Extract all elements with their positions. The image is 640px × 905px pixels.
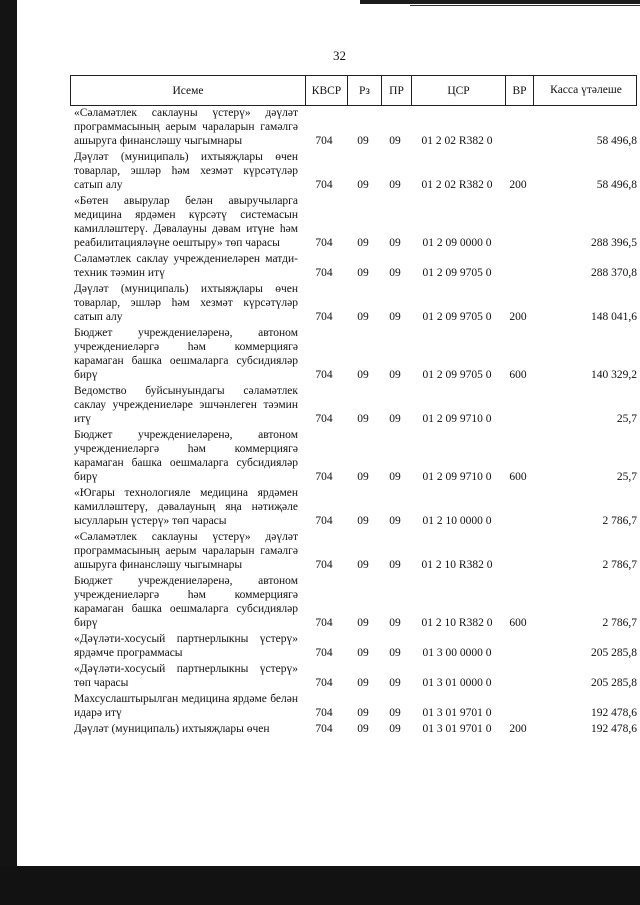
row-rz: 09 bbox=[357, 677, 369, 689]
header-kvsr: КВСР bbox=[305, 76, 347, 105]
row-kassa: 205 285,8 bbox=[591, 677, 637, 689]
row-kassa: 288 396,5 bbox=[591, 237, 637, 249]
row-pr: 09 bbox=[389, 237, 401, 249]
row-kvsr: 704 bbox=[315, 267, 333, 279]
row-kvsr: 704 bbox=[315, 135, 333, 147]
row-name: Бюджет учреждениеләренә, автоном учреждениеләргә һәм коммерциягә карамаган башка оешмаларга субсидияләр бирү bbox=[74, 575, 298, 629]
row-csr: 01 2 09 9710 0 bbox=[422, 413, 492, 425]
row-csr: 01 2 10 0000 0 bbox=[422, 515, 492, 527]
table-row bbox=[70, 106, 637, 148]
table-row bbox=[70, 574, 637, 630]
row-pr: 09 bbox=[389, 369, 401, 381]
row-rz: 09 bbox=[357, 311, 369, 323]
row-rz: 09 bbox=[357, 267, 369, 279]
row-pr: 09 bbox=[389, 723, 401, 735]
row-vr: 600 bbox=[509, 471, 527, 483]
row-pr: 09 bbox=[389, 413, 401, 425]
row-csr: 01 3 00 0000 0 bbox=[422, 647, 492, 659]
row-kvsr: 704 bbox=[315, 647, 333, 659]
row-rz: 09 bbox=[357, 647, 369, 659]
header-kassa: Касса үтәлеше bbox=[533, 76, 638, 105]
table-row bbox=[70, 662, 637, 690]
table-row bbox=[70, 326, 637, 382]
table-row bbox=[70, 282, 637, 324]
row-csr: 01 3 01 9701 0 bbox=[422, 707, 492, 719]
row-name: Бюджет учреждениеләренә, автоном учреждениеләргә һәм коммерциягә карамаган башка оешмаларга субсидияләр бирү bbox=[74, 327, 298, 381]
row-kvsr: 704 bbox=[315, 617, 333, 629]
row-kassa: 58 496,8 bbox=[596, 135, 637, 147]
row-rz: 09 bbox=[357, 471, 369, 483]
row-pr: 09 bbox=[389, 647, 401, 659]
scan-border-bottom bbox=[0, 866, 640, 905]
table-row bbox=[70, 632, 637, 660]
row-name: Бюджет учреждениеләренә, автоном учреждениеләргә һәм коммерциягә карамаган башка оешмаларга субсидияләр бирү bbox=[74, 429, 298, 483]
row-rz: 09 bbox=[357, 237, 369, 249]
table-row bbox=[70, 692, 637, 720]
row-rz: 09 bbox=[357, 707, 369, 719]
header-name: Исеме bbox=[172, 84, 204, 97]
row-kvsr: 704 bbox=[315, 723, 333, 735]
row-kvsr: 704 bbox=[315, 559, 333, 571]
table-body bbox=[70, 106, 637, 736]
row-name: «Бөтен авырулар белән авыручыларга медицина ярдәмен күрсәтү системасын камилләштерү. Дәвалауны дәвам итүне һәм реабилитацияләүне оештыру» төп чарасы bbox=[74, 195, 298, 249]
row-vr: 600 bbox=[509, 369, 527, 381]
row-csr: 01 2 10 R382 0 bbox=[421, 559, 493, 571]
header-vr: ВР bbox=[505, 76, 533, 105]
row-name: «Югары технологияле медицина ярдәмен камилләштерү, дәвалауның яңа нәтиҗәле ысулларын үстерү» төп чарасы bbox=[74, 487, 298, 527]
row-csr: 01 2 09 9705 0 bbox=[422, 369, 492, 381]
row-pr: 09 bbox=[389, 135, 401, 147]
row-kvsr: 704 bbox=[315, 179, 333, 191]
row-name: «Дәүләти-хосусый партнерлыкны үстерү» ярдәмче программасы bbox=[74, 633, 298, 659]
row-kvsr: 704 bbox=[315, 677, 333, 689]
row-name: Дәүләт (муниципаль) ихтыяҗлары өчен товарлар, эшләр һәм хезмәт күрсәтүләр сатып алу bbox=[74, 151, 298, 191]
row-kassa: 140 329,2 bbox=[591, 369, 637, 381]
row-vr: 600 bbox=[509, 617, 527, 629]
row-name: «Дәүләти-хосусый партнерлыкны үстерү» төп чарасы bbox=[74, 663, 298, 689]
row-rz: 09 bbox=[357, 135, 369, 147]
row-kassa: 25,7 bbox=[616, 413, 637, 425]
table-row bbox=[70, 530, 637, 572]
row-pr: 09 bbox=[389, 471, 401, 483]
table-row bbox=[70, 384, 637, 426]
row-pr: 09 bbox=[389, 559, 401, 571]
row-pr: 09 bbox=[389, 311, 401, 323]
scan-border-top-thin bbox=[410, 5, 640, 6]
row-kvsr: 704 bbox=[315, 515, 333, 527]
row-rz: 09 bbox=[357, 515, 369, 527]
row-kvsr: 704 bbox=[315, 311, 333, 323]
row-rz: 09 bbox=[357, 559, 369, 571]
row-kvsr: 704 bbox=[315, 471, 333, 483]
row-kassa: 205 285,8 bbox=[591, 647, 637, 659]
table-row bbox=[70, 252, 637, 280]
row-csr: 01 2 02 R382 0 bbox=[421, 135, 493, 147]
row-rz: 09 bbox=[357, 413, 369, 425]
row-kassa: 2 786,7 bbox=[602, 617, 637, 629]
table-row bbox=[70, 194, 637, 250]
row-rz: 09 bbox=[357, 617, 369, 629]
header-rz: Рз bbox=[347, 76, 381, 105]
row-vr: 200 bbox=[509, 179, 527, 191]
row-name: Сәламәтлек саклау учреждениеләрен матди-техник тәэмин итү bbox=[74, 253, 298, 279]
table-header bbox=[70, 75, 637, 106]
budget-table bbox=[70, 75, 637, 736]
table-row bbox=[70, 486, 637, 528]
row-kassa: 58 496,8 bbox=[596, 179, 637, 191]
row-rz: 09 bbox=[357, 179, 369, 191]
page-number: 32 bbox=[333, 48, 346, 63]
row-kassa: 2 786,7 bbox=[602, 559, 637, 571]
row-kassa: 25,7 bbox=[616, 471, 637, 483]
header-pr: ПР bbox=[381, 76, 411, 105]
row-name: Дәүләт (муниципаль) ихтыяҗлары өчен bbox=[74, 723, 270, 735]
row-kvsr: 704 bbox=[315, 237, 333, 249]
row-kassa: 288 370,8 bbox=[591, 267, 637, 279]
header-csr: ЦСР bbox=[411, 76, 505, 105]
row-csr: 01 2 09 0000 0 bbox=[422, 237, 492, 249]
scan-border-left bbox=[0, 0, 17, 905]
scan-border-top bbox=[360, 0, 640, 4]
row-pr: 09 bbox=[389, 677, 401, 689]
row-kvsr: 704 bbox=[315, 413, 333, 425]
row-vr: 200 bbox=[509, 723, 527, 735]
row-kassa: 192 478,6 bbox=[591, 707, 637, 719]
row-csr: 01 2 10 R382 0 bbox=[421, 617, 493, 629]
table-row bbox=[70, 722, 637, 736]
row-kassa: 2 786,7 bbox=[602, 515, 637, 527]
row-csr: 01 3 01 9701 0 bbox=[422, 723, 492, 735]
table-row bbox=[70, 150, 637, 192]
row-rz: 09 bbox=[357, 369, 369, 381]
row-csr: 01 2 02 R382 0 bbox=[421, 179, 493, 191]
row-name: Дәүләт (муниципаль) ихтыяҗлары өчен товарлар, эшләр һәм хезмәт күрсәтүләр сатып алу bbox=[74, 283, 298, 323]
row-csr: 01 2 09 9705 0 bbox=[422, 267, 492, 279]
row-name: Ведомство буйсынуындагы сәламәтлек саклау учреждениеләре эшчәнлеген тәэмин итү bbox=[74, 385, 298, 425]
row-kassa: 148 041,6 bbox=[591, 311, 637, 323]
row-kvsr: 704 bbox=[315, 369, 333, 381]
row-pr: 09 bbox=[389, 179, 401, 191]
row-name: Махсуслаштырылган медицина ярдәме белән идарә итү bbox=[74, 693, 298, 719]
row-kvsr: 704 bbox=[315, 707, 333, 719]
row-rz: 09 bbox=[357, 723, 369, 735]
row-name: «Сәламәтлек саклауны үстерү» дәүләт программасының аерым чараларын гамәлгә ашыруга финансләшу чыгымнары bbox=[74, 531, 298, 571]
row-vr: 200 bbox=[509, 311, 527, 323]
row-csr: 01 3 01 0000 0 bbox=[422, 677, 492, 689]
row-pr: 09 bbox=[389, 515, 401, 527]
row-name: «Сәламәтлек саклауны үстерү» дәүләт программасының аерым чараларын гамәлгә ашыруга финансләшу чыгымнары bbox=[74, 107, 298, 147]
row-csr: 01 2 09 9705 0 bbox=[422, 311, 492, 323]
row-pr: 09 bbox=[389, 617, 401, 629]
row-csr: 01 2 09 9710 0 bbox=[422, 471, 492, 483]
row-pr: 09 bbox=[389, 267, 401, 279]
row-kassa: 192 478,6 bbox=[591, 723, 637, 735]
row-pr: 09 bbox=[389, 707, 401, 719]
table-row bbox=[70, 428, 637, 484]
